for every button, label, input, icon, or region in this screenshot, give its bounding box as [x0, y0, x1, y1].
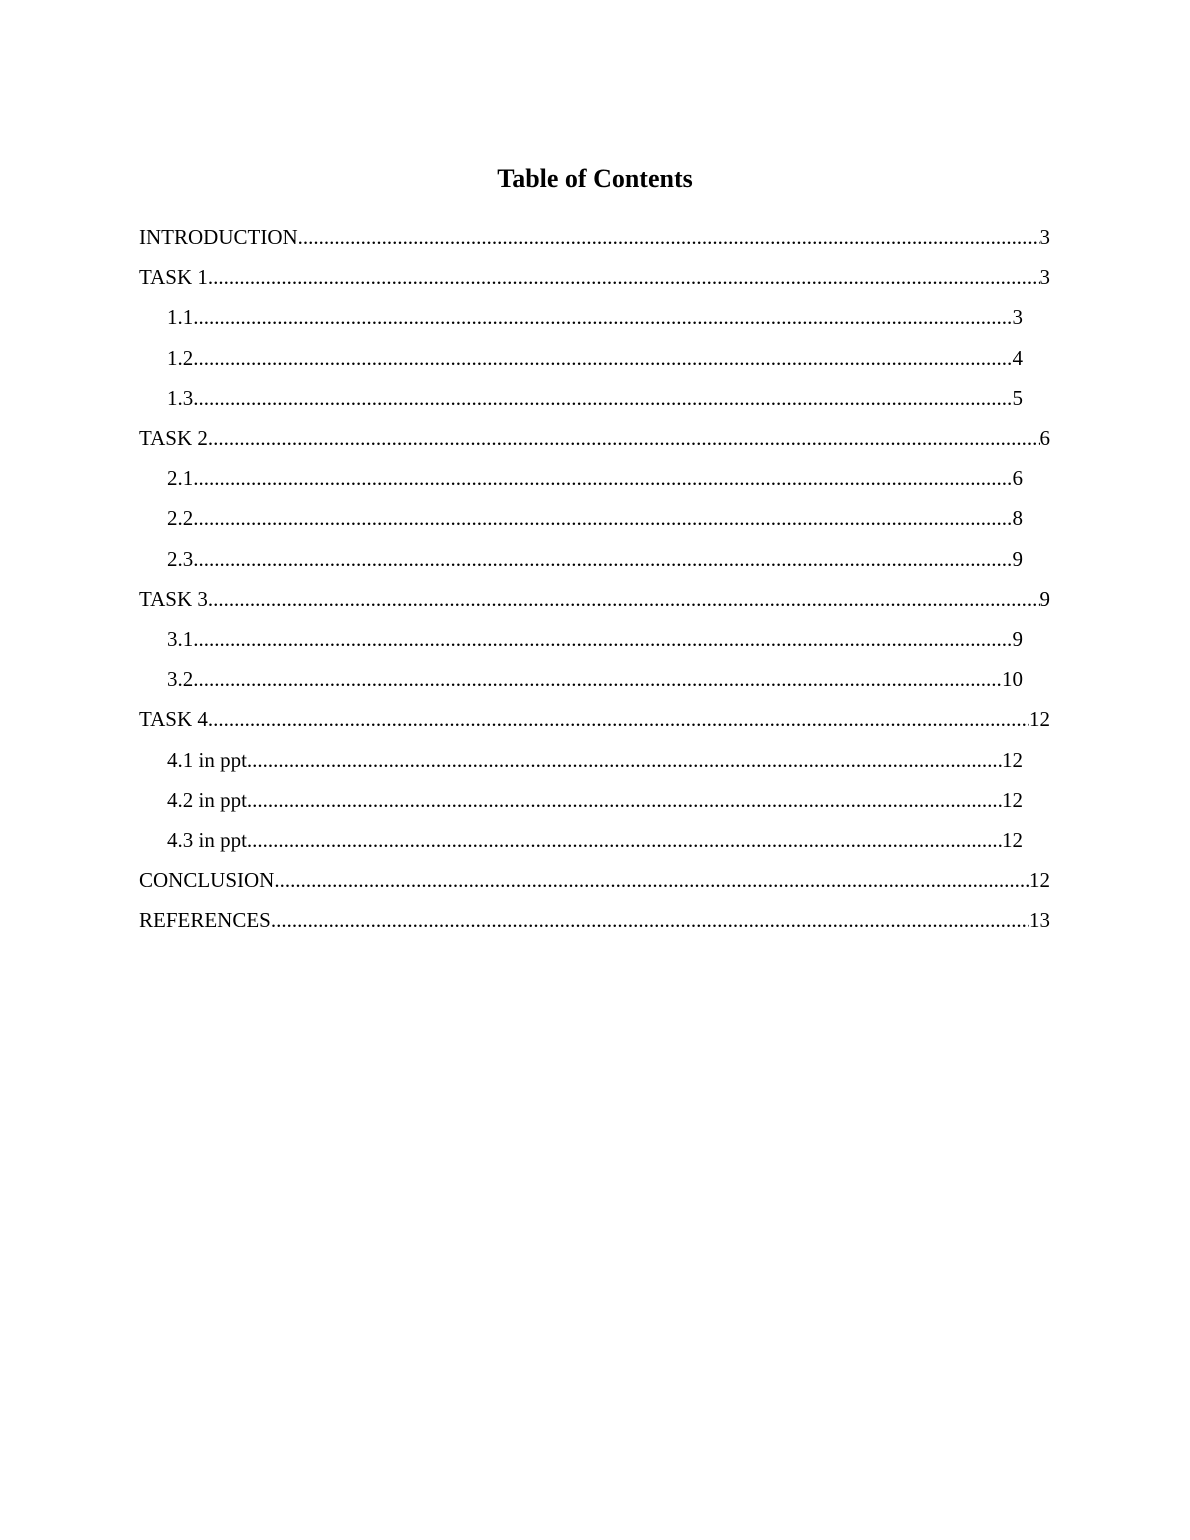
toc-entry-label: 2.3: [167, 547, 194, 571]
toc-entry[interactable]: [167, 302, 1023, 332]
toc-dot-leader: [193, 544, 1012, 574]
toc-entry[interactable]: [167, 745, 1023, 775]
toc-entry-label: TASK 3: [139, 587, 208, 611]
toc-dot-leader: [208, 262, 1040, 292]
toc-entry-page-number: 12: [1029, 707, 1050, 731]
toc-entry-label: 2.1: [167, 466, 194, 490]
toc-entry[interactable]: [139, 222, 1050, 252]
toc-dot-leader: [193, 624, 1012, 654]
toc-dot-leader: [193, 383, 1012, 413]
toc-entry-page-number: 12: [1029, 868, 1050, 892]
toc-entry-label: 1.3: [167, 386, 194, 410]
toc-dot-leader: [298, 222, 1040, 252]
toc-entry-label: 4.1 in ppt: [167, 748, 247, 772]
toc-entry[interactable]: [167, 343, 1023, 373]
toc-entry[interactable]: [139, 584, 1050, 614]
toc-dot-leader: [193, 302, 1012, 332]
toc-entry[interactable]: [167, 463, 1023, 493]
toc-entry-label: INTRODUCTION: [139, 225, 298, 249]
toc-entry-label: 3.2: [167, 667, 194, 691]
toc-entry-page-number: 4: [1012, 346, 1023, 370]
toc-dot-leader: [193, 503, 1012, 533]
toc-dot-leader: [208, 584, 1040, 614]
toc-entry-label: 4.2 in ppt: [167, 788, 247, 812]
toc-entry-page-number: 12: [1002, 748, 1023, 772]
toc-dot-leader: [247, 745, 1002, 775]
toc-entry[interactable]: [167, 383, 1023, 413]
toc-entry-page-number: 12: [1002, 788, 1023, 812]
toc-entry[interactable]: [139, 704, 1050, 734]
toc-entry-label: CONCLUSION: [139, 868, 275, 892]
toc-dot-leader: [208, 704, 1029, 734]
toc-entry-page-number: 5: [1012, 386, 1023, 410]
toc-entry-page-number: 3: [1012, 305, 1023, 329]
toc-entry-label: 1.2: [167, 346, 194, 370]
toc-entry[interactable]: [167, 825, 1023, 855]
toc-entry[interactable]: [167, 624, 1023, 654]
toc-entry[interactable]: [167, 785, 1023, 815]
toc-entry-label: 1.1: [167, 305, 194, 329]
toc-entry-label: 3.1: [167, 627, 194, 651]
toc-entry-page-number: 3: [1039, 225, 1050, 249]
toc-entry-label: TASK 4: [139, 707, 208, 731]
toc-dot-leader: [274, 865, 1029, 895]
toc-entry-page-number: 9: [1039, 587, 1050, 611]
toc-entry-label: TASK 2: [139, 426, 208, 450]
toc-entry-page-number: 6: [1039, 426, 1050, 450]
toc-entry-page-number: 13: [1029, 908, 1050, 932]
toc-entry-label: 4.3 in ppt: [167, 828, 247, 852]
toc-entry-page-number: 10: [1002, 667, 1023, 691]
toc-entry-label: TASK 1: [139, 265, 208, 289]
page-title: Table of Contents: [497, 164, 693, 193]
toc-entry-label: 2.2: [167, 506, 194, 530]
toc-dot-leader: [247, 785, 1002, 815]
toc-entry[interactable]: [139, 423, 1050, 453]
toc-dot-leader: [193, 664, 1002, 694]
toc-entry[interactable]: [139, 865, 1050, 895]
toc-entry[interactable]: [139, 262, 1050, 292]
toc-entry-label: REFERENCES: [139, 908, 271, 932]
toc-entry[interactable]: [167, 664, 1023, 694]
toc-dot-leader: [193, 343, 1012, 373]
toc-entry-page-number: 12: [1002, 828, 1023, 852]
toc-entry-page-number: 9: [1012, 627, 1023, 651]
toc-entry-page-number: 6: [1012, 466, 1023, 490]
toc-entry-page-number: 3: [1039, 265, 1050, 289]
toc-entry[interactable]: [139, 905, 1050, 935]
toc-entry-page-number: 9: [1012, 547, 1023, 571]
toc-dot-leader: [271, 905, 1029, 935]
toc-dot-leader: [208, 423, 1040, 453]
toc-entry[interactable]: [167, 544, 1023, 574]
toc-dot-leader: [247, 825, 1002, 855]
toc-dot-leader: [193, 463, 1012, 493]
toc-entry[interactable]: [167, 503, 1023, 533]
toc-entry-page-number: 8: [1012, 506, 1023, 530]
